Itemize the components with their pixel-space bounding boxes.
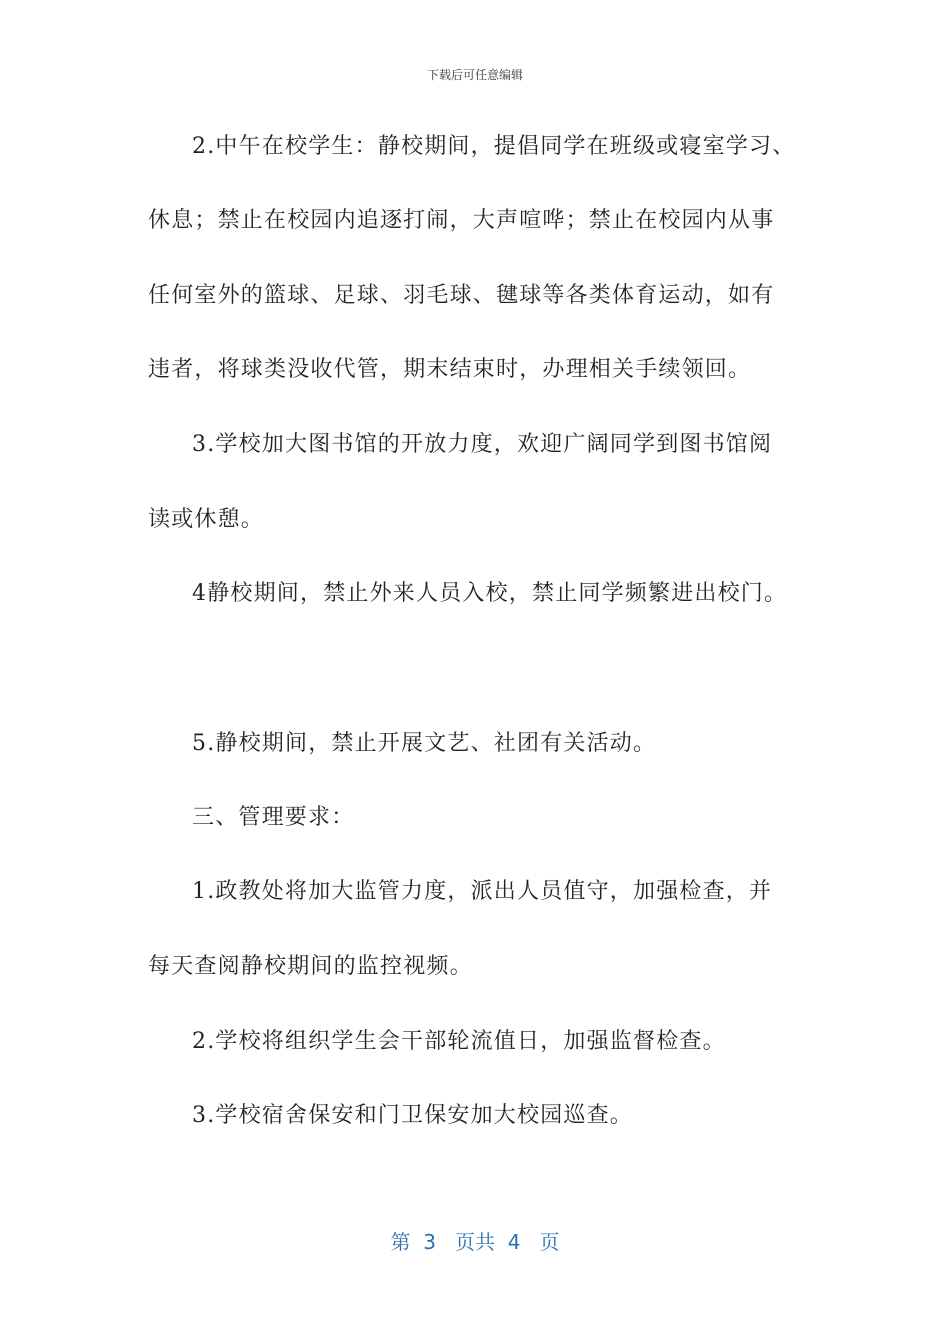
header-note: 下载后可任意编辑 <box>426 68 523 82</box>
paragraph-line: 违者，将球类没收代管，期末结束时，办理相关手续领回。 <box>148 357 752 382</box>
paragraph-line: 每天查阅静校期间的监控视频。 <box>148 954 473 979</box>
paragraph-line: 3.学校加大图书馆的开放力度，欢迎广阔同学到图书馆阅 <box>192 432 773 457</box>
paragraph-line: 3.学校宿舍保安和门卫保安加大校园巡查。 <box>192 1103 633 1128</box>
paragraph-line: 2.学校将组织学生会干部轮流值日，加强监督检查。 <box>192 1029 726 1054</box>
paragraph-line: 4静校期间，禁止外来人员入校，禁止同学频繁进出校门。 <box>192 581 788 606</box>
paragraph-line: 读或休憩。 <box>148 507 265 532</box>
paragraph-line: 5.静校期间，禁止开展文艺、社团有关活动。 <box>192 731 657 756</box>
page-footer: 第 3 页共 4 页 <box>390 1230 560 1254</box>
paragraph-line: 2.中午在校学生：静校期间，提倡同学在班级或寝室学习、 <box>192 134 796 159</box>
paragraph-line: 休息；禁止在校园内追逐打闹，大声喧哗；禁止在校园内从事 <box>148 208 775 233</box>
paragraph-line: 任何室外的篮球、足球、羽毛球、毽球等各类体育运动，如有 <box>148 283 775 308</box>
paragraph-line: 1.政教处将加大监管力度，派出人员值守，加强检查，并 <box>192 879 773 904</box>
section-heading: 三、管理要求： <box>192 805 355 830</box>
